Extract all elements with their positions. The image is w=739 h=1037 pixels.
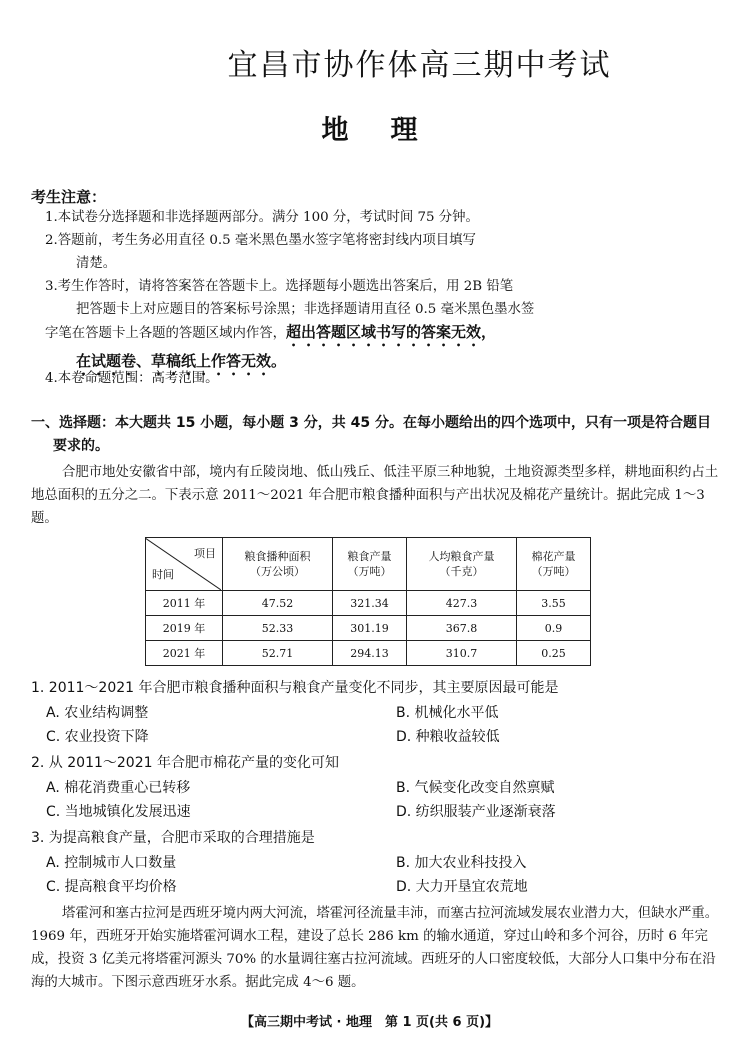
option-a: A. 农业结构调整 — [46, 705, 149, 721]
question-2-stem: 2. 从 2011～2021 年合肥市棉花产量的变化可知 — [31, 755, 339, 771]
notice-item-3-line3 — [14, 321, 705, 350]
cell-year: 2011 年 — [146, 591, 223, 616]
table-row — [146, 641, 591, 666]
cell-cotton: 3.55 — [517, 591, 591, 616]
notice-item-3-line1: 3.考生作答时，请将答案答在答题卡上。选择题每小题选出答案后，用 2B 铅笔 — [45, 279, 514, 294]
option-b: B. 加大农业科技投入 — [396, 855, 527, 871]
option-b: B. 气候变化改变自然禀赋 — [396, 780, 555, 796]
cell-area: 47.52 — [223, 591, 333, 616]
table-header-per-capita — [406, 538, 516, 591]
section-heading-line1: 一、选择题：本大题共 15 小题，每小题 3 分，共 45 分。在每小题给出的四个选项中，只有一项是符合题目 — [31, 415, 711, 431]
notice-emphasis-2: 在试题卷、草稿纸上作答无效。 — [76, 352, 287, 370]
subject-title: 地理 — [321, 115, 460, 146]
notice-item-4: 4.本卷命题范围：高考范围。 — [45, 371, 219, 386]
cell-per-capita: 367.8 — [406, 616, 516, 641]
header-line2: （万吨） — [347, 565, 392, 578]
option-a: A. 棉花消费重心已转移 — [46, 780, 191, 796]
table-header-area — [223, 538, 333, 591]
corner-label-item: 项目 — [194, 547, 216, 560]
notice-heading: 考生注意： — [31, 188, 107, 206]
table-header-grain — [333, 538, 407, 591]
question-2-options — [46, 776, 706, 824]
header-line1: 棉花产量 — [531, 550, 576, 563]
section-heading — [31, 412, 721, 458]
question-1-options — [46, 701, 706, 749]
header-line2: （万吨） — [531, 565, 576, 578]
table-corner-diagonal — [146, 538, 222, 590]
cell-area: 52.33 — [223, 616, 333, 641]
cell-grain: 294.13 — [333, 641, 407, 666]
option-c: C. 提高粮食平均价格 — [46, 879, 177, 895]
notice-item-3-line2: 把答题卡上对应题目的答案标号涂黑；非选择题请用直径 0.5 毫米黑色墨水签 — [76, 302, 535, 317]
table-corner-cell — [146, 538, 223, 591]
notice-item-2-line2: 清楚。 — [76, 256, 117, 271]
option-c: C. 当地城镇化发展迅速 — [46, 804, 191, 820]
option-b: B. 机械化水平低 — [396, 705, 499, 721]
section-heading-line2: 要求的。 — [53, 438, 109, 454]
cell-grain: 321.34 — [333, 591, 407, 616]
passage-1: 合肥市地处安徽省中部，境内有丘陵岗地、低山残丘、低洼平原三种地貌，土地资源类型多样，耕地面积约占土地总面积的五分之二。下表示意 2011～2021 年合肥市粮食播种面积与产出状况及棉花产量统计。据此完成 1～3 题。 — [31, 465, 719, 526]
cell-per-capita: 427.3 — [406, 591, 516, 616]
question-1-stem: 1. 2011～2021 年合肥市粮食播种面积与粮食产量变化不同步，其主要原因最可能是 — [31, 680, 559, 696]
page-footer: 【高三期中考试 · 地理 第 1 页(共 6 页)】 — [240, 1015, 499, 1030]
statistics-table — [145, 537, 591, 666]
cell-grain: 301.19 — [333, 616, 407, 641]
table-header-cotton — [517, 538, 591, 591]
header-line1: 粮食产量 — [347, 550, 392, 563]
header-line1: 粮食播种面积 — [244, 550, 311, 563]
option-a: A. 控制城市人口数量 — [46, 855, 177, 871]
cell-per-capita: 310.7 — [406, 641, 516, 666]
notice-item-2-line1: 2.答题前，考生务必用直径 0.5 毫米黑色墨水签字笔将密封线内项目填写 — [45, 233, 476, 248]
header-line1: 人均粮食产量 — [428, 550, 495, 563]
option-d: D. 大力开垦宜农荒地 — [396, 879, 528, 895]
header-line2: （万公顷） — [250, 565, 306, 578]
question-3-options — [46, 851, 706, 899]
question-3-stem: 3. 为提高粮食产量，合肥市采取的合理措施是 — [31, 830, 315, 846]
cell-cotton: 0.9 — [517, 616, 591, 641]
notice-emphasis-1: 超出答题区域书写的答案无效， — [286, 323, 497, 341]
cell-cotton: 0.25 — [517, 641, 591, 666]
option-d: D. 纺织服装产业逐渐衰落 — [396, 804, 556, 820]
table-row — [146, 591, 591, 616]
cell-year: 2019 年 — [146, 616, 223, 641]
exam-title: 宜昌市协作体高三期中考试 — [227, 48, 612, 83]
option-d: D. 种粮收益较低 — [396, 729, 500, 745]
option-c: C. 农业投资下降 — [46, 729, 149, 745]
corner-label-time: 时间 — [152, 568, 174, 581]
notice-item-3 — [45, 275, 705, 379]
passage-2: 塔霍河和塞古拉河是西班牙境内两大河流，塔霍河径流量丰沛，而塞古拉河流域发展农业潜力大，但缺水严重。1969 年，西班牙开始实施塔霍河调水工程，建设了总长 286 km 的输水通道，穿过山岭和多个河谷，历时 6 年完成，投资 3 亿美元将塔霍河源头 70% 的水量调往塞古拉河流域。西班牙的人口密度较低，大部分人口集中分布在沿海的大城市。下图示意西班牙水系。据此完成 4～6 题。 — [31, 906, 719, 990]
cell-area: 52.71 — [223, 641, 333, 666]
cell-year: 2021 年 — [146, 641, 223, 666]
table-row — [146, 616, 591, 641]
notice-item-3-line3-plain: 字笔在答题卡上各题的答题区域内作答， — [45, 326, 287, 341]
notice-item-1: 1.本试卷分选择题和非选择题两部分。满分 100 分，考试时间 75 分钟。 — [45, 210, 479, 225]
header-line2: （千克） — [439, 565, 484, 578]
notice-item-2 — [45, 229, 705, 275]
